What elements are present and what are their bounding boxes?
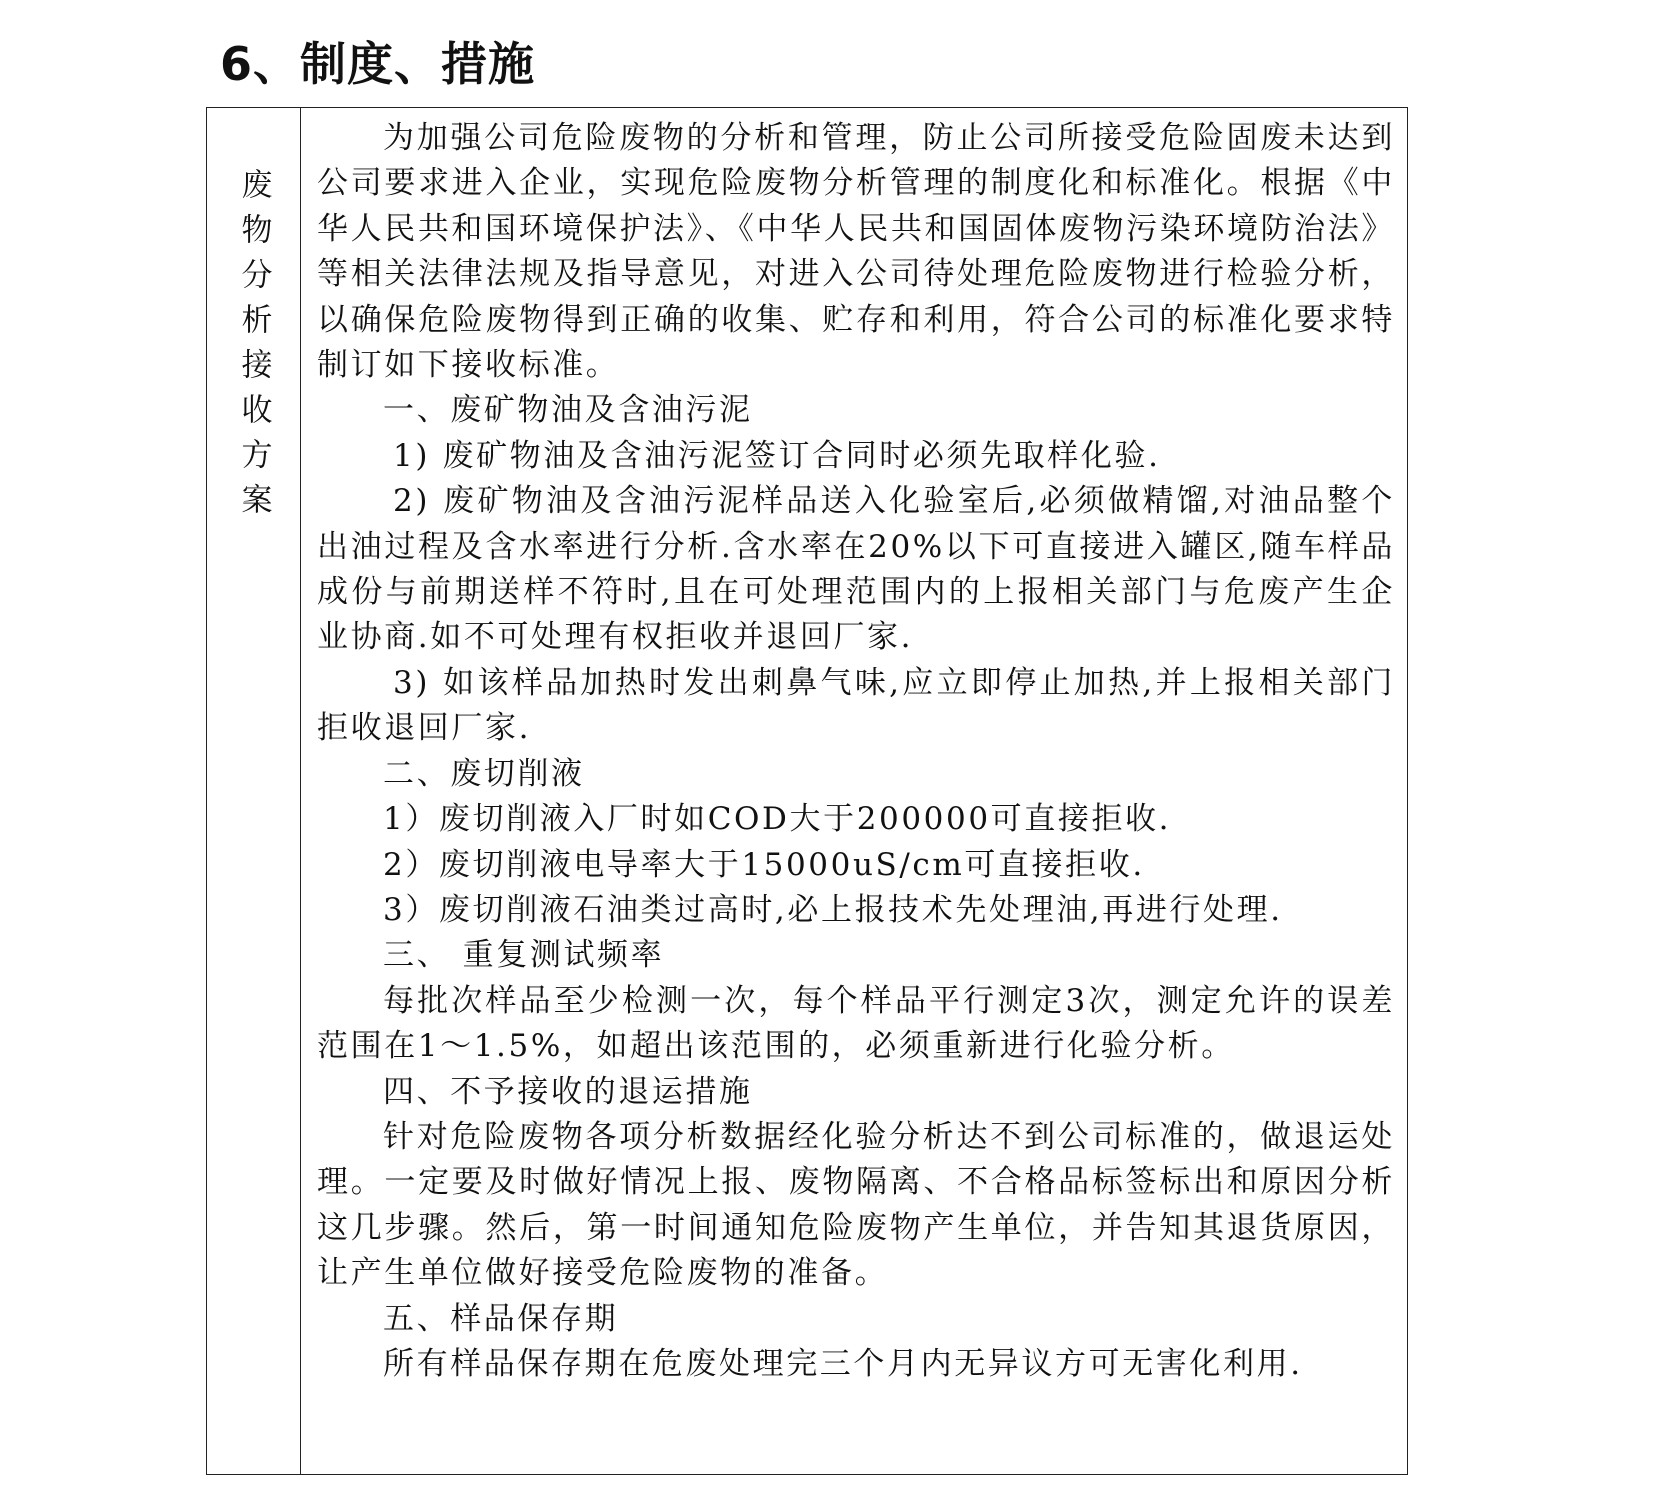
list-item: 2) 废矿物油及含油污泥样品送入化验室后,必须做精馏,对油品整个出油过程及含水率进行分析.含水率在20%以下可直接进入罐区,随车样品成份与前期送样不符时,且在可处理范围内的上报相关部门与危废产生企业协商.如不可处理有权拒收并退回厂家.: [317, 483, 1395, 656]
subheading-return-measures: 四、不予接收的退运措施: [383, 1073, 753, 1110]
list-item: 1）废切削液入厂时如COD大于200000可直接拒收.: [383, 801, 1172, 838]
side-label-cell: [207, 108, 301, 1474]
list-item: 3）废切削液石油类过高时,必上报技术先处理油,再进行处理.: [383, 891, 1283, 928]
subheading-waste-oil: 一、废矿物油及含油污泥: [383, 392, 753, 429]
list-item: 3) 如该样品加热时发出刺鼻气味,应立即停止加热,并上报相关部门拒收退回厂家.: [317, 664, 1395, 747]
intro-paragraph: 为加强公司危险废物的分析和管理，防止公司所接受危险固废未达到公司要求进入企业，实现危险废物分析管理的制度化和标准化。根据《中华人民共和国环境保护法》、《中华人民共和国固体废物污染环境防治法》等相关法律法规及指导意见，对进入公司待处理危险废物进行检验分析，以确保危险废物得到正确的收集、贮存和利用，符合公司的标准化要求特制订如下接收标准。: [317, 120, 1395, 384]
content-cell: [301, 108, 1407, 1474]
body-paragraph: 针对危险废物各项分析数据经化验分析达不到公司标准的，做退运处理。一定要及时做好情况上报、废物隔离、不合格品标签标出和原因分析这几步骤。然后，第一时间通知危险废物产生单位，并告知其退货原因，让产生单位做好接受危险废物的准备。: [317, 1118, 1395, 1292]
subheading-sample-retention: 五、样品保存期: [383, 1300, 619, 1337]
body-paragraph: 每批次样品至少检测一次，每个样品平行测定3次，测定允许的误差范围在1～1.5%，如超出该范围的，必须重新进行化验分析。: [317, 982, 1395, 1065]
list-item: 1) 废矿物油及含油污泥签订合同时必须先取样化验.: [393, 437, 1161, 474]
side-label: 废物分析接收方案: [235, 168, 272, 528]
subheading-cutting-fluid: 二、废切削液: [383, 755, 585, 792]
list-item: 2）废切削液电导率大于15000uS/cm可直接拒收.: [383, 846, 1145, 883]
body-paragraph: 所有样品保存期在危废处理完三个月内无异议方可无害化利用.: [383, 1345, 1303, 1382]
section-heading: 6、制度、措施: [220, 37, 536, 91]
measures-table: [206, 107, 1408, 1475]
subheading-test-frequency: 三、 重复测试频率: [383, 937, 665, 974]
